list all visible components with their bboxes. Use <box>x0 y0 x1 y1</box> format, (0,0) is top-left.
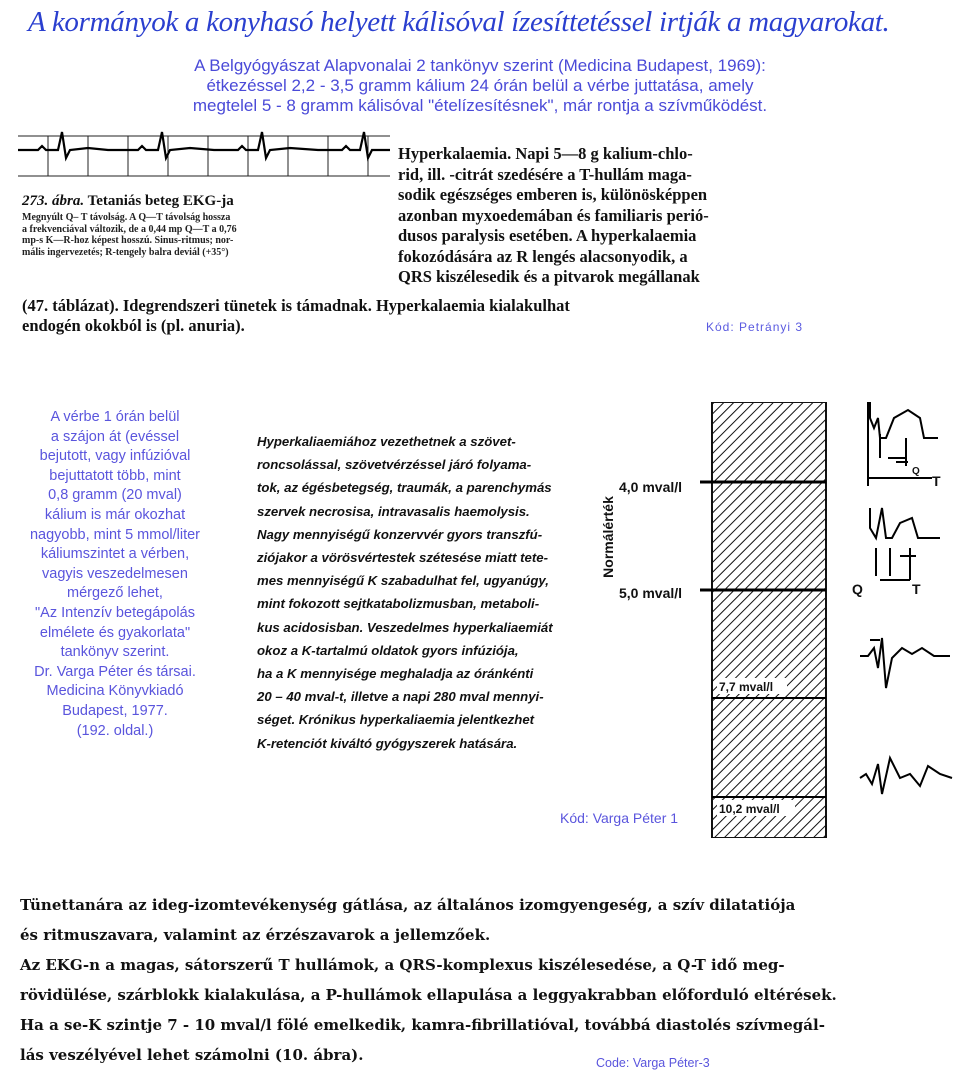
marker-label-4: 4,0 mval/l <box>619 479 683 495</box>
intro-text <box>60 56 900 116</box>
marker-label-7: 7,7 mval/l <box>719 680 774 694</box>
ecg-waves-image <box>850 398 960 818</box>
left-note-line: káliumszintet a vérben, <box>40 546 190 563</box>
code-label-varga-1: Kód: Varga Péter 1 <box>560 810 679 826</box>
varga-line: mes mennyiségű K szabadulhat fel, ugyanúgy, <box>257 573 549 589</box>
left-note-line: nagyobb, mint 5 mmol/liter <box>29 526 201 543</box>
marker-label-5: 5,0 mval/l <box>619 585 683 601</box>
petranyi-line: endogén okokból is (pl. anuria). <box>22 316 245 335</box>
petranyi-line: fokozódására az R lengés alacsonyodik, a <box>398 246 688 266</box>
left-note-line: (192. oldal.) <box>76 722 154 739</box>
left-note-line: elmélete és gyakorlata" <box>39 624 191 641</box>
left-note-line: vagyis veszedelmesen <box>42 565 188 582</box>
varga3-line: rövidülése, szárblokk kialakulása, a P-hullámok ellapulása a leggyakrabban előforduló eltérések. <box>20 986 837 1004</box>
petranyi-line: rid, ill. -citrát szedésére a T-hullám maga- <box>398 164 692 184</box>
petranyi-line: azonban myxoedemában és familiaris perió- <box>398 205 709 225</box>
intro-line: étkezéssel 2,2 - 3,5 gramm kálium 24 órán belül a vérbe juttatása, amely <box>206 76 754 95</box>
ecg-label-q2: Q <box>912 466 920 477</box>
ecg-label-t: T <box>932 473 941 489</box>
ecg-label-t2: T <box>912 581 921 597</box>
figure-caption-body <box>22 212 367 258</box>
left-note-line: kálium is már okozhat <box>44 506 186 523</box>
left-note-line: bejutott, vagy infúzióval <box>39 448 191 465</box>
axis-label-normal: Normálérték <box>600 496 616 578</box>
varga-middle-text <box>257 430 587 755</box>
code-label-varga-3: Code: Varga Péter-3 <box>596 1056 710 1070</box>
varga-line: Hyperkaliaemiához vezethetnek a szövet- <box>257 434 516 449</box>
varga3-line: lás veszélyével lehet számolni (10. ábra). <box>20 1046 364 1064</box>
left-note-line: a szájon át (evéssel <box>50 428 180 445</box>
figure-title: Tetaniás beteg EKG-ja <box>87 193 234 209</box>
petranyi-line: dusos paralysis esetében. A hyperkalaemia <box>398 226 697 245</box>
varga3-line: Tünettanára az ideg-izomtevékenység gátlása, az általános izomgyengeség, a szív dilatatiója <box>20 896 796 914</box>
petranyi-line: (47. táblázat). Idegrendszeri tünetek is támadnak. Hyperkalaemia kialakulhat <box>22 296 570 315</box>
ecg-wave-1 <box>870 402 938 438</box>
varga-line: K-retenciót kiváltó gyógyszerek hatására. <box>257 735 518 751</box>
varga-line: tok, az égésbetegség, traumák, a parenchymás <box>257 480 552 496</box>
petranyi-line: QRS kiszélesedik és a pitvarok megállanak <box>398 267 700 286</box>
caption-line: a frekvenciával változik, de a 0,44 mp Q—T a 0,76 <box>22 223 237 235</box>
petranyi-line: Hyperkalaemia. Napi 5—8 g kalium-chlo- <box>398 144 693 163</box>
left-note-line: Budapest, 1977. <box>62 702 168 719</box>
left-note-line: tankönyv szerint. <box>60 644 170 661</box>
caption-line: mp-s K—R-hoz képest hosszú. Sinus-ritmus; nor- <box>22 235 234 246</box>
intro-line: megtelel 5 - 8 gramm kálisóval "ételízesítésnek", már rontja a szívműködést. <box>192 96 768 115</box>
potassium-level-chart <box>595 402 845 838</box>
left-note-line: bejuttatott több, mint <box>49 467 181 484</box>
varga-line: 20 – 40 mval-t, illetve a napi 280 mval mennyi- <box>257 689 544 705</box>
varga-line: roncsolással, szövetvérzéssel járó folyama- <box>257 457 532 473</box>
figure-caption-title <box>22 193 234 210</box>
marker-label-10: 10,2 mval/l <box>719 802 780 816</box>
varga-line: mint fokozott sejtkatabolizmusban, metaboli- <box>257 596 540 612</box>
varga3-line: és ritmuszavara, valamint az érzészavarok a jellemzőek. <box>20 926 491 944</box>
left-note-line: mérgező lehet, <box>67 585 163 602</box>
varga3-line: Az EKG-n a magas, sátorszerű T hullámok, a QRS-komplexus kiszélesedése, a Q-T idő meg- <box>20 956 785 974</box>
ecg-label-q: Q <box>852 581 863 597</box>
varga-line: ha a K mennyisége meghaladja az óránkénti <box>257 666 534 682</box>
varga3-text <box>20 890 950 1070</box>
ecg-wave-4 <box>860 758 952 794</box>
left-note-line: A vérbe 1 órán belül <box>50 409 180 425</box>
ecg-wave-2 <box>870 508 940 538</box>
left-note <box>4 408 226 741</box>
caption-line: Megnyúlt Q– T távolság. A Q—T távolság hossza <box>22 212 231 223</box>
figure-number: 273. ábra. <box>22 193 85 209</box>
varga-line: kus acidosisban. Veszedelmes hyperkaliaemiát <box>257 619 553 635</box>
hatched-bar <box>712 402 826 838</box>
varga-line: Nagy mennyiségű konzervvér gyors transzfú- <box>257 526 543 542</box>
code-label-petranyi: Kód: Petrányi 3 <box>706 320 804 334</box>
varga-line: séget. Krónikus hyperkaliaemia jelentkezhet <box>257 712 535 728</box>
left-note-line: 0,8 gramm (20 mval) <box>48 487 182 504</box>
left-note-line: Medicina Könyvkiadó <box>46 683 184 700</box>
ecg-wave-3 <box>860 638 950 688</box>
varga3-line: Ha a se-K szintje 7 - 10 mval/l fölé emelkedik, kamra-fibrillatióval, továbbá diastolés szívmegál- <box>20 1016 825 1034</box>
intro-line: A Belgyógyászat Alapvonalai 2 tankönyv szerint (Medicina Budapest, 1969): <box>194 56 766 75</box>
petranyi-column-text <box>398 144 846 288</box>
varga-line: ziójakor a vörösvértestek szétesése miatt tete- <box>257 550 548 566</box>
left-note-line: Dr. Varga Péter és társai. <box>34 663 196 680</box>
petranyi-line: sodik egészséges emberen is, különösképpen <box>398 185 708 204</box>
caption-line: mális ingervezetés; R-tengely balra deviál (+35°) <box>22 246 229 258</box>
varga-line: okoz a K-tartalmú oldatok gyors infúziója, <box>257 642 519 658</box>
ekg-strip-image <box>18 128 390 184</box>
page-title: A kormányok a konyhasó helyett kálisóval ízesíttetéssel irtják a magyarokat. <box>28 6 890 38</box>
varga-line: szervek necrosisa, intravasalis haemolysis. <box>257 503 530 519</box>
left-note-line: "Az Intenzív betegápolás <box>35 604 195 621</box>
